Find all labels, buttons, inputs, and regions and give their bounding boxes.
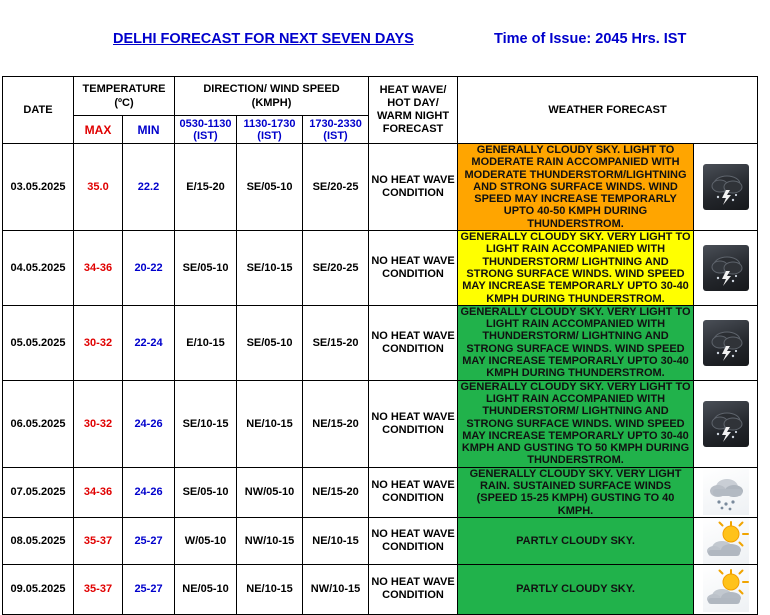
- wind-evening-cell: NE/15-20: [303, 467, 369, 517]
- wind-afternoon-cell: SE/05-10: [237, 144, 303, 231]
- table-row: [3, 144, 758, 231]
- heatwave-line2: CONDITION: [382, 589, 444, 602]
- header-slot-3-time: 1730-2330: [309, 117, 362, 130]
- max-temp-cell: 35-37: [74, 517, 123, 564]
- heatwave-line2: CONDITION: [382, 423, 444, 436]
- header-heatwave-line2: HOT DAY/: [387, 97, 439, 109]
- header-date: DATE: [3, 77, 74, 144]
- header-temperature: [74, 77, 175, 116]
- max-temp-cell: 30-32: [74, 380, 123, 467]
- header-slot-2-unit: (IST): [257, 129, 282, 142]
- heatwave-line1: NO HEAT WAVE: [371, 410, 455, 423]
- wind-morning-cell: SE/05-10: [175, 467, 237, 517]
- min-temp-cell: 25-27: [123, 564, 175, 614]
- wind-morning-cell: E/10-15: [175, 305, 237, 380]
- wind-afternoon-cell: NE/10-15: [237, 564, 303, 614]
- max-temp-cell: 35-37: [74, 564, 123, 614]
- page-title: DELHI FORECAST FOR NEXT SEVEN DAYS: [113, 31, 414, 47]
- wind-evening-cell: NE/10-15: [303, 517, 369, 564]
- heatwave-cell: [369, 231, 458, 306]
- forecast-text-cell: GENERALLY CLOUDY SKY. VERY LIGHT TO LIGHT RAIN ACCOMPANIED WITH THUNDERSTORM/ LIGHTNING AND STRONG SURFACE WINDS. WIND SPEED MAY INCREASE TEMPORARLY UPTO 30-40 KMPH AND GUSTING TO 50 KMPH DURING THUNDERSTROM.: [458, 380, 694, 467]
- min-temp-cell: 24-26: [123, 380, 175, 467]
- header-heatwave-line1: HEAT WAVE/: [379, 84, 447, 96]
- light-rain-icon: [703, 469, 749, 515]
- header-slot-1-unit: (IST): [193, 129, 218, 142]
- header-slot-2-time: 1130-1730: [243, 117, 296, 130]
- forecast-text-cell: GENERALLY CLOUDY SKY. VERY LIGHT TO LIGHT RAIN ACCOMPANIED WITH THUNDERSTORM/ LIGHTNING AND STRONG SURFACE WINDS. WIND SPEED MAY INCREASE TEMPORARLY UPTO 30-40 KMPH DURING THUNDERSTROM.: [458, 305, 694, 380]
- forecast-text-cell: GENERALLY CLOUDY SKY. VERY LIGHT TO LIGHT RAIN ACCOMPANIED WITH THUNDERSTORM/ LIGHTNING AND STRONG SURFACE WINDS. WIND SPEED MAY INCREASE TEMPORARLY UPTO 30-40 KMPH DURING THUNDERSTROM.: [458, 231, 694, 306]
- heatwave-cell: [369, 517, 458, 564]
- min-temp-cell: 24-26: [123, 467, 175, 517]
- wind-morning-cell: SE/05-10: [175, 231, 237, 306]
- wind-evening-cell: SE/15-20: [303, 305, 369, 380]
- time-of-issue: Time of Issue: 2045 Hrs. IST: [494, 31, 687, 47]
- date-cell: 04.05.2025: [3, 231, 74, 306]
- date-cell: 03.05.2025: [3, 144, 74, 231]
- heatwave-line1: NO HEAT WAVE: [371, 329, 455, 342]
- forecast-text-cell: GENERALLY CLOUDY SKY. VERY LIGHT RAIN. SUSTAINED SURFACE WINDS (SPEED 15-25 KMPH) GUSTING TO 40 KMPH.: [458, 467, 694, 517]
- heatwave-line2: CONDITION: [382, 540, 444, 553]
- heatwave-line1: NO HEAT WAVE: [371, 527, 455, 540]
- partly-cloudy-icon: [703, 566, 749, 612]
- max-temp-cell: 34-36: [74, 467, 123, 517]
- header-heatwave-line4: FORECAST: [382, 123, 444, 135]
- wind-afternoon-cell: SE/05-10: [237, 305, 303, 380]
- wind-afternoon-cell: NW/10-15: [237, 517, 303, 564]
- date-cell: 08.05.2025: [3, 517, 74, 564]
- header-weather-forecast: WEATHER FORECAST: [458, 77, 758, 144]
- thunderstorm-icon: [703, 245, 749, 291]
- wind-morning-cell: SE/10-15: [175, 380, 237, 467]
- forecast-icon-cell: [694, 467, 758, 517]
- header-direction-unit: (KMPH): [251, 97, 292, 109]
- heatwave-cell: [369, 564, 458, 614]
- heatwave-line2: CONDITION: [382, 187, 444, 200]
- wind-morning-cell: NE/05-10: [175, 564, 237, 614]
- forecast-text-cell: GENERALLY CLOUDY SKY. LIGHT TO MODERATE RAIN ACCOMPANIED WITH MODERATE THUNDERSTORM/LIGHTNING AND STRONG SURFACE WINDS. WIND SPEED MAY INCREASE TEMPORARLY UPTO 40-50 KMPH DURING THUNDERSTROM.: [458, 144, 694, 231]
- heatwave-line1: NO HEAT WAVE: [371, 576, 455, 589]
- forecast-icon-cell: [694, 380, 758, 467]
- date-cell: 09.05.2025: [3, 564, 74, 614]
- forecast-icon-cell: [694, 517, 758, 564]
- header-slot-1-time: 0530-1130: [179, 117, 232, 130]
- header-slot-3-unit: (IST): [323, 129, 348, 142]
- header-heatwave-line3: WARM NIGHT: [376, 110, 450, 122]
- forecast-text-cell: PARTLY CLOUDY SKY.: [458, 564, 694, 614]
- min-temp-cell: 22.2: [123, 144, 175, 231]
- min-temp-cell: 22-24: [123, 305, 175, 380]
- heatwave-line2: CONDITION: [382, 492, 444, 505]
- heatwave-cell: [369, 144, 458, 231]
- table-row: [3, 231, 758, 306]
- date-cell: 07.05.2025: [3, 467, 74, 517]
- header-min: MIN: [123, 116, 175, 144]
- forecast-table: [2, 76, 758, 615]
- header-heatwave: [369, 77, 458, 144]
- date-cell: 06.05.2025: [3, 380, 74, 467]
- thunderstorm-icon: [703, 164, 749, 210]
- header-slot-2: [237, 116, 303, 144]
- heatwave-line1: NO HEAT WAVE: [371, 174, 455, 187]
- heatwave-cell: [369, 305, 458, 380]
- heatwave-line1: NO HEAT WAVE: [371, 479, 455, 492]
- wind-morning-cell: W/05-10: [175, 517, 237, 564]
- forecast-text-cell: PARTLY CLOUDY SKY.: [458, 517, 694, 564]
- wind-evening-cell: SE/20-25: [303, 231, 369, 306]
- heatwave-line1: NO HEAT WAVE: [371, 254, 455, 267]
- max-temp-cell: 35.0: [74, 144, 123, 231]
- partly-cloudy-icon: [703, 518, 749, 564]
- date-cell: 05.05.2025: [3, 305, 74, 380]
- header-max: MAX: [74, 116, 123, 144]
- heatwave-cell: [369, 467, 458, 517]
- table-row: [3, 564, 758, 614]
- header-temperature-label: TEMPERATURE: [82, 83, 166, 95]
- wind-morning-cell: E/15-20: [175, 144, 237, 231]
- header-temperature-unit: (ºC): [114, 97, 134, 109]
- header-direction: [175, 77, 369, 116]
- forecast-icon-cell: [694, 305, 758, 380]
- header-slot-3: [303, 116, 369, 144]
- min-temp-cell: 20-22: [123, 231, 175, 306]
- header-direction-label: DIRECTION/ WIND SPEED: [203, 83, 340, 95]
- forecast-icon-cell: [694, 564, 758, 614]
- table-row: [3, 517, 758, 564]
- heatwave-cell: [369, 380, 458, 467]
- wind-afternoon-cell: SE/10-15: [237, 231, 303, 306]
- heatwave-line2: CONDITION: [382, 342, 444, 355]
- wind-evening-cell: SE/20-25: [303, 144, 369, 231]
- forecast-icon-cell: [694, 144, 758, 231]
- wind-afternoon-cell: NE/10-15: [237, 380, 303, 467]
- heatwave-line2: CONDITION: [382, 267, 444, 280]
- wind-afternoon-cell: NW/05-10: [237, 467, 303, 517]
- table-row: [3, 305, 758, 380]
- forecast-icon-cell: [694, 231, 758, 306]
- min-temp-cell: 25-27: [123, 517, 175, 564]
- max-temp-cell: 30-32: [74, 305, 123, 380]
- max-temp-cell: 34-36: [74, 231, 123, 306]
- header-slot-1: [175, 116, 237, 144]
- table-row: [3, 467, 758, 517]
- thunderstorm-icon: [703, 320, 749, 366]
- wind-evening-cell: NW/10-15: [303, 564, 369, 614]
- table-row: [3, 380, 758, 467]
- wind-evening-cell: NE/15-20: [303, 380, 369, 467]
- thunderstorm-icon: [703, 401, 749, 447]
